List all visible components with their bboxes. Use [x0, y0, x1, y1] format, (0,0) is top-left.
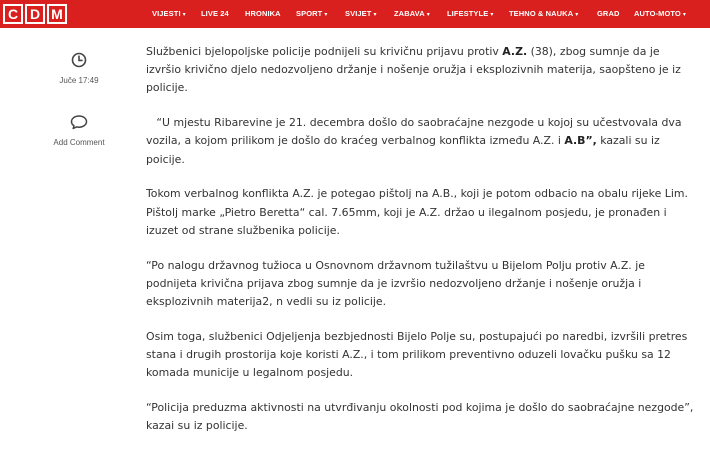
- chevron-down-icon: ▾: [182, 12, 186, 18]
- logo-letter: C: [3, 4, 23, 24]
- article-paragraph: [146, 114, 698, 169]
- add-comment-link[interactable]: [40, 114, 118, 147]
- logo-letter: M: [47, 4, 67, 24]
- comment-icon: [70, 114, 88, 130]
- article-paragraph: Osim toga, službenici Odjeljenja bezbjednosti Bijelo Polje su, postupajući po naredbi, izvršili pretres stana i drugih prostorija koje koristi A.Z., i tom prilikom preventivno oduzeli lovačku pušku sa 12 komada municije u legalnom posjedu.: [146, 329, 688, 380]
- chevron-down-icon: ▾: [575, 12, 579, 18]
- paragraph-text: (38), zbog sumnje da je izvršio krivično djelo nedozvoljeno držanje i nošenje oružja i eksplozivnih materija, saopšteno je iz policije.: [146, 45, 681, 95]
- publish-date-block: [40, 52, 118, 85]
- article-body: [146, 43, 698, 452]
- paragraph-text: kazali su iz poicije.: [146, 134, 664, 166]
- paragraph-text: “U mjestu Ribarevine je 21. decembra došlo do saobraćajne nezgode u kojoj su učestvovala dva vozila, a kojom prilikom je došlo do kraćeg verbalnog konflikta između A.Z. i: [146, 116, 685, 148]
- nav-item-hronika[interactable]: [245, 0, 283, 28]
- chevron-down-icon: ▾: [490, 12, 494, 18]
- nav-label: LIVE 24: [201, 9, 229, 18]
- nav-item-svijet[interactable]: [345, 0, 377, 28]
- bold-text: A.Z.: [502, 45, 528, 58]
- nav-label: LIFESTYLE: [447, 9, 489, 18]
- nav-label: VIJESTI: [152, 9, 181, 18]
- chevron-down-icon: ▾: [373, 12, 377, 18]
- article-paragraph: Tokom verbalnog konflikta A.Z. je potegao pištolj na A.B., koji je potom odbacio na obalu rijeke Lim. Pištolj marke „Pietro Beretta“ cal. 7.65mm, koji je A.Z. držao u ilegalnom posjedu, je pronađen i izuzet od strane službenika policije.: [146, 187, 688, 237]
- article-paragraph: “Policija preduzma aktivnosti na utvrđivanju okolnosti pod kojima je došlo do saobraćajne nezgode”, kazai su iz policije.: [146, 401, 694, 433]
- add-comment-label: Add Comment: [53, 138, 105, 147]
- nav-label: SPORT: [296, 9, 323, 18]
- article-paragraph: “Po nalogu državnog tužioca u Osnovnom državnom tužilaštvu u Bijelom Polju protiv A.Z. je podnijeta krivična prijava zbog sumnje da je izvršio nedozvoljeno držanje i nošenje oružja i eksplozivnih materija2, n vedli su iz policije.: [146, 258, 645, 309]
- clock-icon: [71, 52, 87, 68]
- publish-date: Juče 17:49: [59, 76, 99, 85]
- chevron-down-icon: ▾: [324, 12, 328, 18]
- paragraph-text: Službenici bjelopoljske policije podnijeli su krivičnu prijavu protiv: [146, 45, 503, 58]
- nav-item-auto-moto[interactable]: [634, 0, 686, 28]
- nav-item-tehno-nauka[interactable]: [509, 0, 578, 28]
- nav-item-vijesti[interactable]: [152, 0, 186, 28]
- nav-item-zabava[interactable]: [394, 0, 430, 28]
- nav-item-lifestyle[interactable]: [447, 0, 493, 28]
- article-paragraph: [146, 43, 698, 98]
- chevron-down-icon: ▾: [682, 12, 686, 18]
- nav-label: ZABAVA: [394, 9, 425, 18]
- main-nav: [0, 0, 710, 28]
- nav-label: TEHNO & NAUKA: [509, 9, 574, 18]
- nav-item-sport[interactable]: [296, 0, 327, 28]
- nav-label: GRAD: [597, 9, 620, 18]
- nav-label: SVIJET: [345, 9, 372, 18]
- chevron-down-icon: ▾: [426, 12, 430, 18]
- nav-label: HRONIKA: [245, 9, 281, 18]
- nav-item-live-24[interactable]: [201, 0, 231, 28]
- bold-text: A.B”,: [564, 134, 597, 148]
- nav-item-grad[interactable]: [597, 0, 621, 28]
- nav-label: AUTO-MOTO: [634, 9, 681, 18]
- logo-letter: D: [25, 4, 45, 24]
- article-meta-sidebar: [40, 52, 118, 147]
- top-navbar: [0, 0, 710, 28]
